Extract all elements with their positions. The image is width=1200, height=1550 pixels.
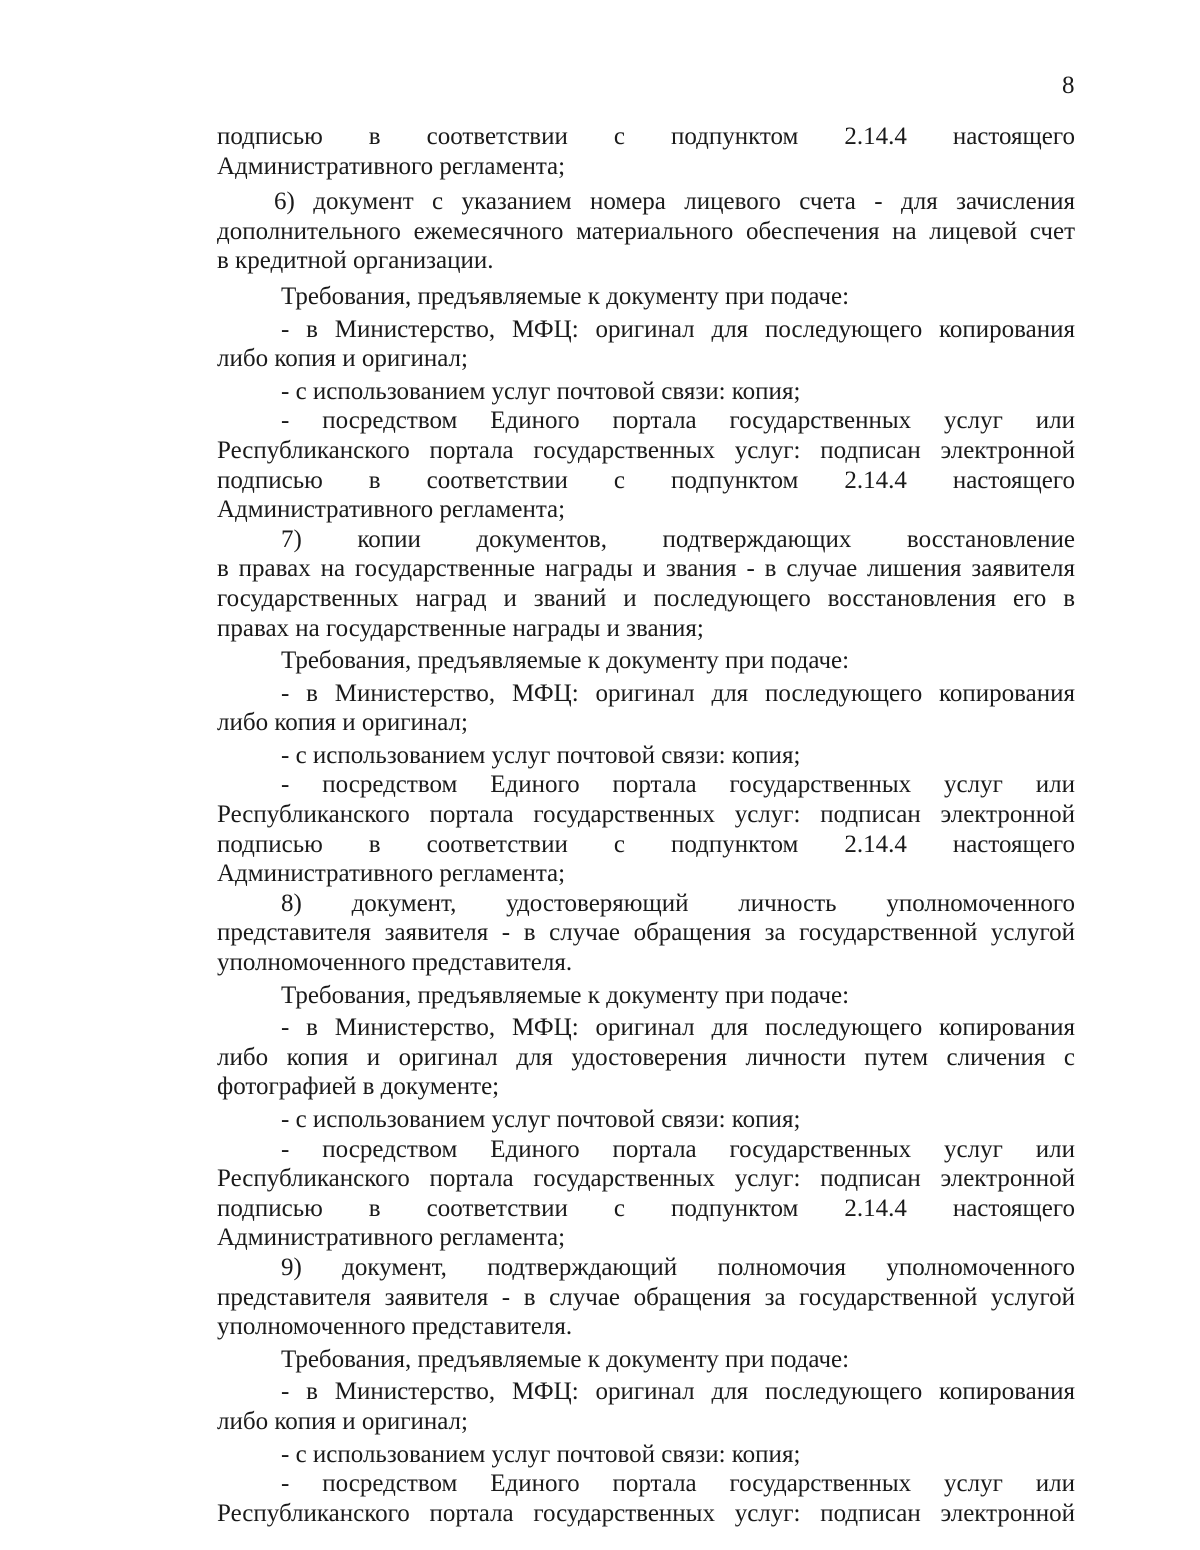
text-line: либо копия и оригинал для удостоверения личности путем сличения с [217,1043,1075,1071]
page-number: 8 [1062,72,1075,99]
text-line: Республиканского портала государственных услуг: подписан электронной [217,1165,1075,1193]
text-line: - в Министерство, МФЦ: оригинал для последующего копирования [281,1378,1075,1406]
text-line: Требования, предъявляемые к документу при подаче: [281,647,850,675]
text-line: государственных наград и званий и последующего восстановления его в [217,584,1075,612]
text-line: фотографией в документе; [217,1073,500,1101]
text-line: - с использованием услуг почтовой связи: копия; [281,741,801,769]
text-line: - посредством Единого портала государственных услуг или [281,407,1075,435]
text-line: уполномоченного представителя. [217,949,573,977]
text-line: дополнительного ежемесячного материального обеспечения на лицевой счет [217,217,1075,245]
text-line: - посредством Единого портала государственных услуг или [281,1135,1075,1163]
text-line: Республиканского портала государственных услуг: подписан электронной [217,1499,1075,1527]
text-line: - посредством Единого портала государственных услуг или [281,1470,1075,1498]
text-line: - с использованием услуг почтовой связи: копия; [281,1440,801,1468]
text-line: уполномоченного представителя. [217,1313,573,1341]
text-line: 7) копии документов, подтверждающих восстановление [281,525,1075,553]
text-line: - с использованием услуг почтовой связи: копия; [281,377,801,405]
text-line: Требования, предъявляемые к документу при подаче: [281,1345,850,1373]
text-line: правах на государственные награды и звания; [217,614,704,642]
text-line: представителя заявителя - в случае обращения за государственной услугой [217,1283,1075,1311]
text-line: подписью в соответствии с подпунктом 2.14.4 настоящего [217,466,1075,494]
text-line: - посредством Единого портала государственных услуг или [281,771,1075,799]
text-line: Административного регламента; [217,1224,566,1252]
text-line: подписью в соответствии с подпунктом 2.14.4 настоящего [217,123,1075,150]
text-line: либо копия и оригинал; [217,1407,468,1435]
document-body [217,122,1075,1528]
text-line: Республиканского портала государственных услуг: подписан электронной [217,801,1075,829]
text-line: либо копия и оригинал; [217,709,468,737]
text-line: представителя заявителя - в случае обращения за государственной услугой [217,919,1075,947]
text-line: Административного регламента; [217,152,566,180]
text-line: - в Министерство, МФЦ: оригинал для последующего копирования [281,679,1075,707]
text-line: - с использованием услуг почтовой связи: копия; [281,1106,801,1133]
text-line: - в Министерство, МФЦ: оригинал для последующего копирования [281,315,1075,343]
text-line: подписью в соответствии с подпунктом 2.14.4 настоящего [217,1194,1075,1222]
text-line: - в Министерство, МФЦ: оригинал для последующего копирования [281,1014,1075,1042]
text-line: подписью в соответствии с подпунктом 2.14.4 настоящего [217,830,1075,858]
text-line: Требования, предъявляемые к документу при подаче: [281,282,850,310]
text-line: Республиканского портала государственных услуг: подписан электронной [217,436,1075,464]
text-line: либо копия и оригинал; [217,345,468,373]
text-line: 8) документ, удостоверяющий личность уполномоченного [281,889,1075,917]
text-line: в кредитной организации. [217,247,494,275]
text-line: 9) документ, подтверждающий полномочия уполномоченного [281,1253,1075,1281]
text-line: Требования, предъявляемые к документу при подаче: [281,981,850,1009]
text-line: в правах на государственные награды и звания - в случае лишения заявителя [217,555,1075,583]
text-line: 6) документ с указанием номера лицевого счета - для зачисления [274,188,1075,216]
text-line: Административного регламента; [217,860,566,888]
text-line: Административного регламента; [217,496,566,524]
